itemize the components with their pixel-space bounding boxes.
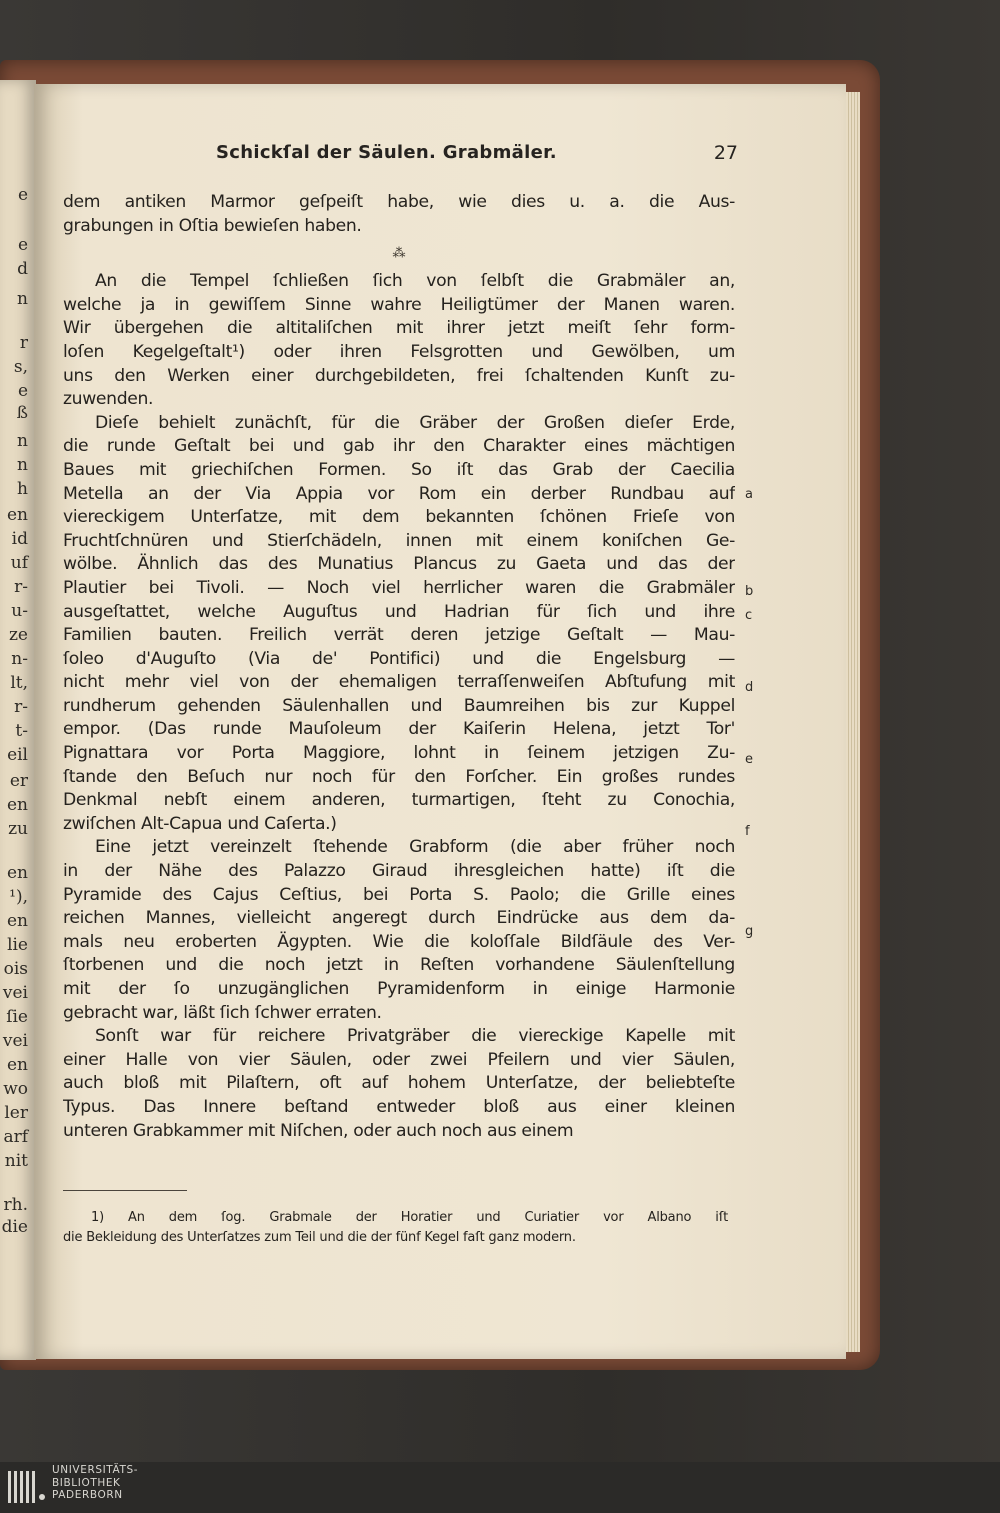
text-line: rundherum gehenden Säulenhallen und Baumreihen bis zur Kuppel — [63, 695, 735, 716]
text-line: Fruchtſchnüren und Stierſchädeln, innen mit einem koniſchen Ge- — [63, 530, 735, 551]
text-line: auch bloß mit Pilaſtern, oft auf hohem Unterſatze, der beliebteſte — [63, 1073, 735, 1094]
previous-page-fragment: id — [11, 529, 28, 549]
page-block-edge — [846, 92, 860, 1352]
previous-page-fragment: n — [17, 289, 28, 309]
footnote-rule — [63, 1190, 187, 1191]
previous-page-fragment: ze — [8, 625, 28, 645]
text-line: die runde Geſtalt bei und gab ihr den Charakter eines mächtigen — [63, 436, 735, 457]
previous-page-fragment: d — [17, 259, 28, 279]
text-line: welche ja in gewiſſem Sinne wahre Heiligtümer der Manen waren. — [63, 294, 735, 315]
previous-page-fragment: e — [17, 235, 28, 255]
footnote-line: 1) An dem ſog. Grabmale der Horatier und Curiatier vor Albano iſt — [91, 1210, 728, 1225]
body-text — [63, 191, 735, 1143]
text-line: Metella an der Via Appia vor Rom ein derber Rundbau auf — [63, 483, 735, 504]
text-line: Plautier bei Tivoli. — Noch viel herrlicher waren die Grabmäler — [63, 577, 735, 598]
text-line: loſen Kegelgeſtalt¹) oder ihren Felsgrotten und Gewölben, um — [63, 341, 735, 362]
previous-page-fragment: r- — [14, 577, 28, 597]
previous-page-fragment: er — [9, 771, 28, 791]
previous-page-fragment: e — [17, 381, 28, 401]
previous-page-fragment: nit — [4, 1151, 28, 1171]
previous-page-fragment: en — [6, 911, 28, 931]
previous-page-fragment: eil — [7, 745, 28, 765]
text-line: Eine jetzt vereinzelt ſtehende Grabform (die aber früher noch — [95, 837, 735, 858]
margin-note-a: a — [745, 487, 753, 502]
text-line: viereckigem Unterſatze, mit dem bekannten ſchönen Frieſe von — [63, 507, 735, 528]
library-logo-icon — [6, 1467, 46, 1507]
running-header — [186, 142, 738, 168]
text-line: uns den Werken einer durchgebildeten, frei ſchaltenden Kunſt zu- — [63, 365, 735, 386]
text-line: ſoleo d'Auguſto (Via de' Pontifici) und die Engelsburg — — [63, 648, 735, 669]
previous-page-fragment: en — [6, 505, 28, 525]
section-separator: ⁂ — [392, 246, 406, 262]
text-line: Sonſt war für reichere Privatgräber die viereckige Kapelle mit — [95, 1026, 735, 1047]
previous-page-fragment: rh. — [3, 1195, 28, 1215]
previous-page-fragment: en — [6, 795, 28, 815]
text-line: unteren Grabkammer mit Niſchen, oder auch noch aus einem — [63, 1120, 574, 1141]
previous-page-fragment: n- — [11, 649, 28, 669]
running-title: Schickſal der Säulen. Grabmäler. — [216, 142, 557, 163]
margin-note-d: d — [745, 680, 754, 695]
previous-page-fragment: en — [6, 1055, 28, 1075]
text-line: mals neu eroberten Ägypten. Wie die koloſſale Bildſäule des Ver- — [63, 931, 735, 952]
previous-page-fragment: lie — [7, 935, 28, 955]
previous-page-fragment: t- — [15, 721, 28, 741]
previous-page-fragment: die — [1, 1217, 28, 1237]
previous-page-fragment: ß — [16, 403, 28, 423]
previous-page-fragment: ler — [4, 1103, 28, 1123]
text-line: An die Tempel ſchließen ſich von ſelbſt die Grabmäler an, — [95, 271, 735, 292]
previous-page-fragment: arf — [3, 1127, 28, 1147]
previous-page-fragment: vei — [2, 1031, 28, 1051]
previous-page-fragment: ¹), — [9, 887, 28, 907]
previous-page-fragment: n — [17, 455, 28, 475]
previous-page-fragment: r — [19, 333, 28, 353]
previous-page-fragment: ſie — [6, 1007, 28, 1027]
text-line: ſtorbenen und die noch jetzt in Reſten vorhandene Säulenſtellung — [63, 955, 735, 976]
page-number: 27 — [713, 142, 738, 164]
text-line: in der Nähe des Palazzo Giraud ihresgleichen hatte) iſt die — [63, 861, 735, 882]
text-line: gebracht war, läßt ſich ſchwer erraten. — [63, 1002, 382, 1023]
text-line: Pyramide des Cajus Ceſtius, bei Porta S. Paolo; die Grille eines — [63, 884, 735, 905]
previous-page-fragment: r- — [14, 697, 28, 717]
text-line: Pignattara vor Porta Maggiore, lohnt in ſeinem jetzigen Zu- — [63, 743, 735, 764]
previous-page-fragment: en — [6, 863, 28, 883]
previous-page-fragment: ois — [3, 959, 28, 979]
text-line: einer Halle von vier Säulen, oder zwei Pfeilern und vier Säulen, — [63, 1049, 735, 1070]
footnote-line: die Bekleidung des Unterſatzes zum Teil und die der fünf Kegel faſt ganz modern. — [63, 1230, 576, 1245]
text-line: Wir übergehen die altitaliſchen mit ihrer jetzt meiſt ſehr form- — [63, 318, 735, 339]
previous-page-fragment: e — [17, 185, 28, 205]
text-line: Dieſe behielt zunächſt, für die Gräber der Großen dieſer Erde, — [95, 412, 735, 433]
text-line: reichen Mannes, vielleicht angeregt durch Eindrücke aus dem da- — [63, 908, 735, 929]
text-line: Typus. Das Innere beſtand entweder bloß aus einer kleinen — [63, 1096, 735, 1117]
previous-page-fragment: u- — [11, 601, 28, 621]
text-line: mit der ſo unzugänglichen Pyramidenform in einige Harmonie — [63, 979, 735, 999]
footnote — [63, 1208, 728, 1248]
text-line: dem antiken Marmor geſpeiſt habe, wie dies u. a. die Aus- — [63, 192, 735, 212]
previous-page-fragment: lt, — [10, 673, 28, 693]
library-name: UNIVERSITÄTS- BIBLIOTHEK PADERBORN — [52, 1464, 139, 1501]
previous-page-fragment: uf — [10, 553, 28, 573]
text-line: zuwenden. — [63, 389, 154, 410]
previous-page-fragment: h — [17, 479, 28, 499]
previous-page-fragment: zu — [8, 819, 28, 839]
text-line: wölbe. Ähnlich das des Munatius Plancus zu Gaeta und das der — [63, 554, 735, 575]
text-line: ausgeſtattet, welche Auguſtus und Hadrian für ſich und ihre — [63, 601, 735, 622]
text-line: Familien bauten. Freilich verrät deren jetzige Geſtalt — Mau- — [63, 625, 735, 646]
library-footer-bar — [0, 1462, 1000, 1513]
margin-note-b: b — [745, 584, 754, 599]
margin-note-f: f — [745, 824, 750, 839]
previous-page-fragment: wo — [3, 1079, 28, 1099]
text-line: grabungen in Oſtia bewieſen haben. — [63, 215, 362, 236]
text-line: nicht mehr viel von der ehemaligen terraſſenweiſen Abſtufung mit — [63, 672, 735, 693]
text-line: Baues mit griechiſchen Formen. So iſt das Grab der Caecilia — [63, 459, 735, 480]
margin-note-g: g — [745, 924, 754, 939]
text-line: ſtande den Beſuch nur noch für den Forſcher. Ein großes rundes — [63, 766, 735, 787]
margin-note-e: e — [745, 752, 753, 767]
previous-page-fragment: n — [17, 431, 28, 451]
margin-note-c: c — [745, 608, 753, 623]
previous-page-fragment: s, — [13, 357, 28, 377]
text-line: Denkmal nebſt einem anderen, turmartigen, ſteht zu Conochia, — [63, 790, 735, 811]
text-line: zwiſchen Alt-Capua und Caſerta.) — [63, 813, 337, 834]
previous-page-fragment: vei — [2, 983, 28, 1003]
text-line: empor. (Das runde Mauſoleum der Kaiſerin Helena, jetzt Tor' — [63, 719, 735, 740]
